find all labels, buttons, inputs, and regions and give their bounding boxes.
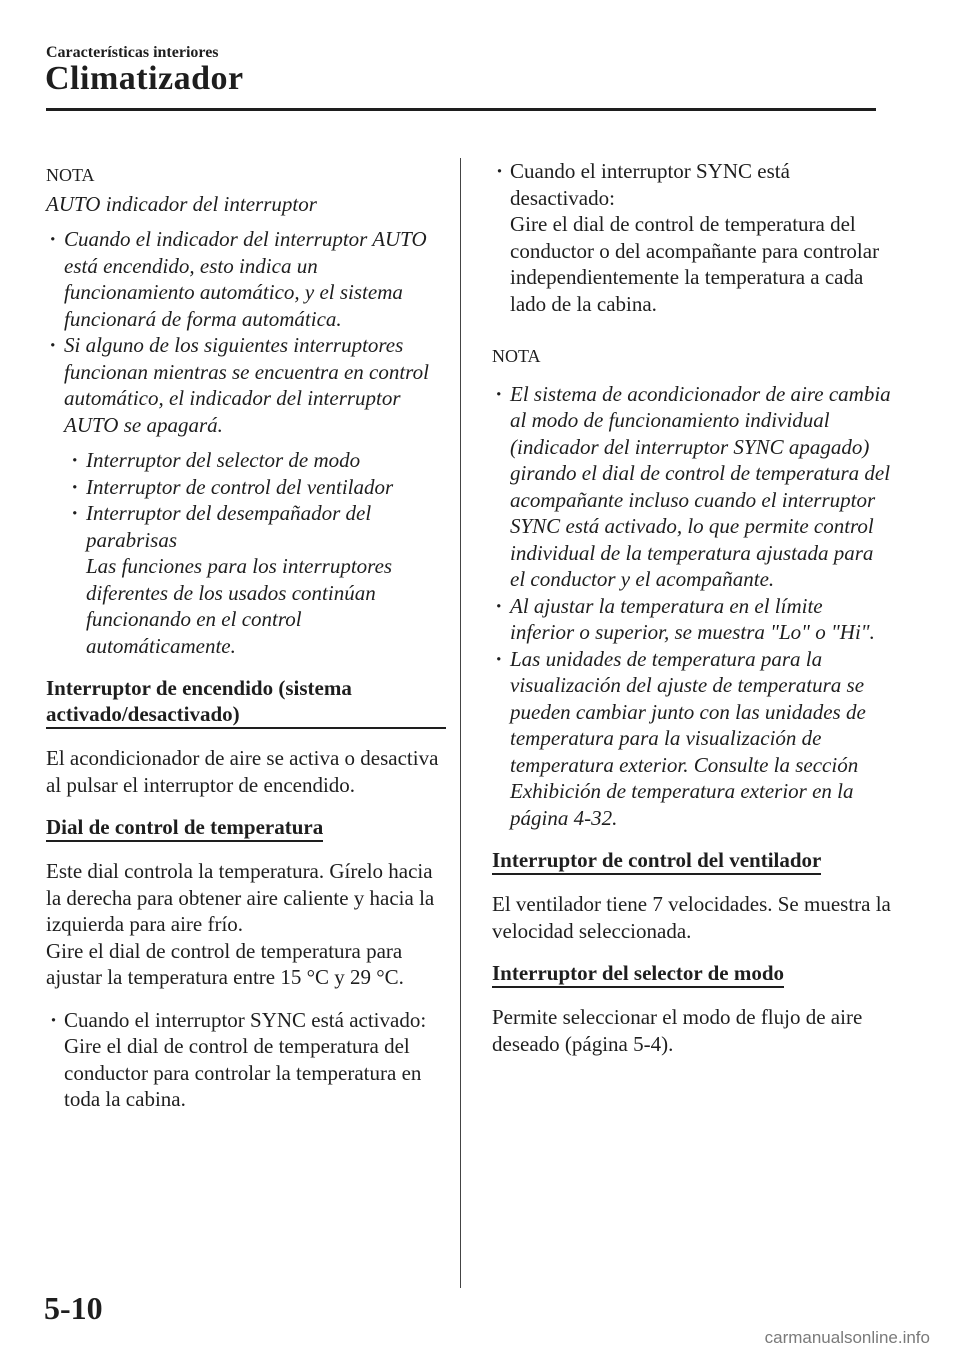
left-column <box>46 158 446 1113</box>
nota-label: NOTA <box>492 346 541 366</box>
fan-control-heading: Interruptor de control del ventilador <box>492 847 821 875</box>
mode-selector-heading: Interruptor del selector de modo <box>492 960 784 988</box>
nota-subtitle: AUTO indicador del interruptor <box>46 191 317 216</box>
nota-sub-bullet: · Interruptor del desempañador del parabrisas <box>46 500 446 553</box>
nota-bullet: · Si alguno de los siguientes interruptores funcionan mientras se encuentra en control automático, el indicador del interruptor AUTO se apagará. <box>46 332 446 438</box>
sync-off-text: Gire el dial de control de temperatura del conductor o del acompañante para controlar independientemente la temperatura a cada lado de la cabina. <box>510 212 880 316</box>
page-title: Climatizador <box>45 60 244 97</box>
sync-on-text: Gire el dial de control de temperatura del conductor para controlar la temperatura en toda la cabina. <box>64 1034 422 1111</box>
nota-bullet: · Al ajustar la temperatura en el límite inferior o superior, se muestra "Lo" o "Hi". <box>492 593 892 646</box>
section-label: Características interiores <box>46 44 219 61</box>
page-number: 5-10 <box>44 1290 103 1326</box>
sync-off-title: · Cuando el interruptor SYNC está desactivado: <box>492 158 892 211</box>
nota-bullet: · El sistema de acondicionador de aire cambia al modo de funcionamiento individual (indicador del interruptor SYNC apagado) girando el dial de control de temperatura del acompañante incluso cuando el interruptor SYNC está activado, lo que permite control individual de la temperatura ajustada para el conductor y el acompañante. <box>492 381 892 593</box>
nota-sub-note: Las funciones para los interruptores diferentes de los usados continúan funcionando en el control automáticamente. <box>86 554 393 658</box>
nota-sub-bullet: · Interruptor del selector de modo <box>46 447 446 474</box>
temp-dial-text: Este dial controla la temperatura. Gírelo hacia la derecha para obtener aire caliente y hacia la izquierda para aire frío. <box>46 859 435 936</box>
watermark: carmanualsonline.info <box>764 1328 930 1347</box>
temp-dial-heading: Dial de control de temperatura <box>46 814 323 842</box>
nota-label: NOTA <box>46 165 95 185</box>
power-switch-heading: Interruptor de encendido (sistema activado/desactivado) <box>46 675 446 729</box>
nota-bullet: · Cuando el indicador del interruptor AUTO está encendido, esto indica un funcionamiento automático, y el sistema funcionará de forma automática. <box>46 226 446 332</box>
power-switch-text: El acondicionador de aire se activa o desactiva al pulsar el interruptor de encendido. <box>46 746 439 797</box>
nota-bullet: · Las unidades de temperatura para la visualización del ajuste de temperatura se pueden cambiar junto con las unidades de temperatura para la visualización de temperatura exterior. Consulte la sección Exhibición de temperatura exterior en la página 4-32. <box>492 646 892 832</box>
temp-dial-text-range: Gire el dial de control de temperatura para ajustar la temperatura entre 15 °C y 29 °C. <box>46 938 404 989</box>
nota-sub-bullet: · Interruptor de control del ventilador <box>46 474 446 501</box>
right-column <box>492 158 892 1057</box>
fan-control-text: El ventilador tiene 7 velocidades. Se muestra la velocidad seleccionada. <box>492 892 891 943</box>
sync-on-title: · Cuando el interruptor SYNC está activado: <box>46 1007 446 1034</box>
column-divider <box>460 158 461 1288</box>
mode-selector-text: Permite seleccionar el modo de flujo de aire deseado (página 5-4). <box>492 1005 863 1056</box>
title-rule <box>46 108 876 111</box>
